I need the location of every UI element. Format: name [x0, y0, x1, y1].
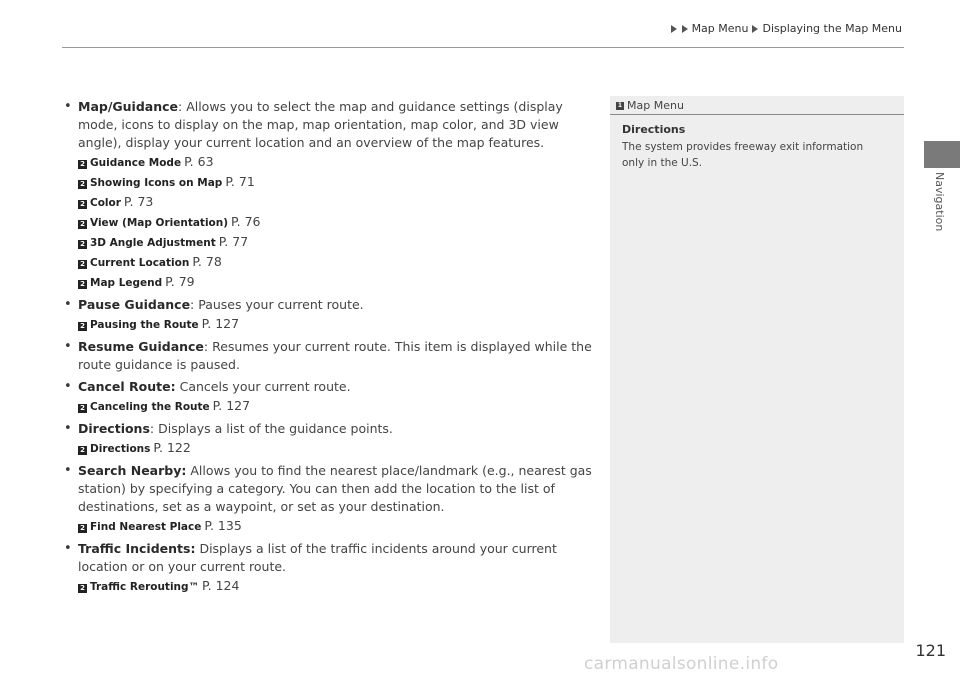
menu-item-term: Directions	[78, 421, 150, 436]
cross-reference-link[interactable]	[78, 517, 592, 536]
reference-arrow-icon: 2	[78, 260, 87, 269]
reference-title: Showing Icons on Map	[90, 177, 223, 189]
reference-arrow-icon: 2	[78, 280, 87, 289]
reference-page: P. 122	[153, 440, 191, 455]
reference-title: Directions	[90, 443, 151, 455]
cross-reference-link[interactable]	[78, 397, 592, 416]
cross-reference-link[interactable]	[78, 193, 592, 212]
sidebar-text: The system provides freeway exit information only in the U.S.	[622, 141, 864, 169]
header-divider	[62, 47, 904, 48]
reference-arrow-icon: 2	[78, 240, 87, 249]
menu-item	[62, 540, 592, 596]
menu-item	[62, 462, 592, 536]
bullet-icon: •	[64, 541, 72, 556]
menu-item-description	[78, 98, 592, 152]
sidebar-header	[616, 99, 684, 112]
reference-title: Pausing the Route	[90, 319, 199, 331]
cross-reference-link[interactable]	[78, 273, 592, 292]
cross-reference-link[interactable]	[78, 153, 592, 172]
breadcrumb-page: Displaying the Map Menu	[762, 22, 902, 35]
reference-title: Canceling the Route	[90, 401, 210, 413]
menu-item-term: Cancel Route:	[78, 379, 176, 394]
menu-item	[62, 378, 592, 416]
page-number: 121	[915, 641, 946, 660]
reference-page: P. 63	[184, 154, 214, 169]
breadcrumb-arrow-icon	[752, 25, 758, 33]
menu-item	[62, 296, 592, 334]
reference-page: P. 71	[225, 174, 255, 189]
menu-item-description	[78, 338, 592, 374]
reference-title: Current Location	[90, 257, 190, 269]
reference-arrow-icon: 2	[78, 200, 87, 209]
term-separator: :	[149, 421, 159, 436]
menu-item	[62, 420, 592, 458]
cross-reference-link[interactable]	[78, 233, 592, 252]
menu-item	[62, 98, 592, 292]
bullet-icon: •	[64, 297, 72, 312]
term-separator: :	[190, 297, 199, 312]
section-tab-marker	[924, 141, 960, 168]
reference-page: P. 127	[201, 316, 240, 331]
reference-title: Find Nearest Place	[90, 521, 202, 533]
menu-item-list	[62, 98, 592, 600]
sidebar-heading: Map Menu	[627, 99, 684, 112]
watermark: carmanualsonline.info	[584, 654, 779, 674]
cross-reference-link[interactable]	[78, 213, 592, 232]
breadcrumb	[670, 22, 902, 35]
section-tab-label: Navigation	[933, 172, 946, 232]
breadcrumb-arrow-icon	[671, 25, 677, 33]
cross-reference-link[interactable]	[78, 253, 592, 272]
menu-item-description	[78, 378, 592, 396]
menu-item-text: Allows you to select the map and guidance settings (display mode, icons to display on the map, map orientation, map color, and 3D view angle), display your current location and an overview of the map features.	[78, 99, 563, 150]
menu-item-description	[78, 462, 592, 516]
bullet-icon: •	[64, 379, 72, 394]
menu-item-text: Cancels your current route.	[179, 379, 351, 394]
cross-reference-link[interactable]	[78, 577, 592, 596]
reference-title: View (Map Orientation)	[90, 217, 229, 229]
menu-item-text: Displays a list of the guidance points.	[158, 421, 393, 436]
menu-item	[62, 338, 592, 374]
menu-item-text: Pauses your current route.	[198, 297, 364, 312]
menu-item-text: Displays a list of the traffic incidents around your current location or on your current route.	[78, 541, 557, 574]
reference-page: P. 73	[123, 194, 154, 209]
breadcrumb-arrow-icon	[682, 25, 688, 33]
reference-title: Traffic Rerouting™	[90, 581, 200, 593]
reference-page: P. 127	[212, 398, 251, 413]
menu-item-text: Allows you to find the nearest place/landmark (e.g., nearest gas station) by specifying a category. You can then add the location to the list of destinations, set as a waypoint, or set as your destination.	[78, 463, 592, 514]
reference-title: Map Legend	[90, 277, 163, 289]
term-separator: :	[203, 339, 213, 354]
note-icon: 1	[617, 101, 623, 109]
bullet-icon: •	[64, 463, 72, 478]
reference-title: 3D Angle Adjustment	[90, 237, 216, 249]
cross-reference-link[interactable]	[78, 173, 592, 192]
note-sidebar	[610, 96, 904, 643]
reference-page: P. 76	[231, 214, 261, 229]
sidebar-title: Directions	[622, 123, 686, 136]
reference-page: P. 79	[165, 274, 195, 289]
reference-title: Guidance Mode	[90, 157, 182, 169]
bullet-icon: •	[64, 99, 72, 114]
reference-arrow-icon: 2	[78, 404, 87, 413]
reference-page: P. 135	[204, 518, 242, 533]
menu-item-term: Resume Guidance	[78, 339, 204, 354]
menu-item-term: Traffic Incidents:	[78, 541, 196, 556]
menu-item-term: Map/Guidance	[78, 99, 178, 114]
menu-item-description	[78, 540, 592, 576]
reference-arrow-icon: 2	[78, 524, 87, 533]
reference-arrow-icon: 2	[78, 220, 87, 229]
cross-reference-link[interactable]	[78, 439, 592, 458]
breadcrumb-section[interactable]: Map Menu	[691, 22, 749, 35]
menu-item-description	[78, 420, 592, 438]
term-separator: :	[178, 99, 187, 114]
reference-title: Color	[90, 197, 121, 209]
bullet-icon: •	[64, 339, 72, 354]
reference-arrow-icon: 2	[78, 584, 87, 593]
menu-item-term: Search Nearby:	[78, 463, 187, 478]
cross-reference-link[interactable]	[78, 315, 592, 334]
reference-arrow-icon: 2	[78, 446, 87, 455]
reference-arrow-icon: 2	[78, 322, 87, 331]
bullet-icon: •	[64, 421, 72, 436]
reference-arrow-icon: 2	[78, 180, 87, 189]
sidebar-divider	[610, 114, 904, 115]
menu-item-term: Pause Guidance	[78, 297, 191, 312]
reference-arrow-icon: 2	[78, 160, 87, 169]
reference-page: P. 77	[218, 234, 249, 249]
reference-page: P. 124	[202, 578, 240, 593]
menu-item-description	[78, 296, 592, 314]
menu-item-text: Resumes your current route. This item is displayed while the route guidance is paused.	[78, 339, 592, 372]
reference-page: P. 78	[192, 254, 222, 269]
